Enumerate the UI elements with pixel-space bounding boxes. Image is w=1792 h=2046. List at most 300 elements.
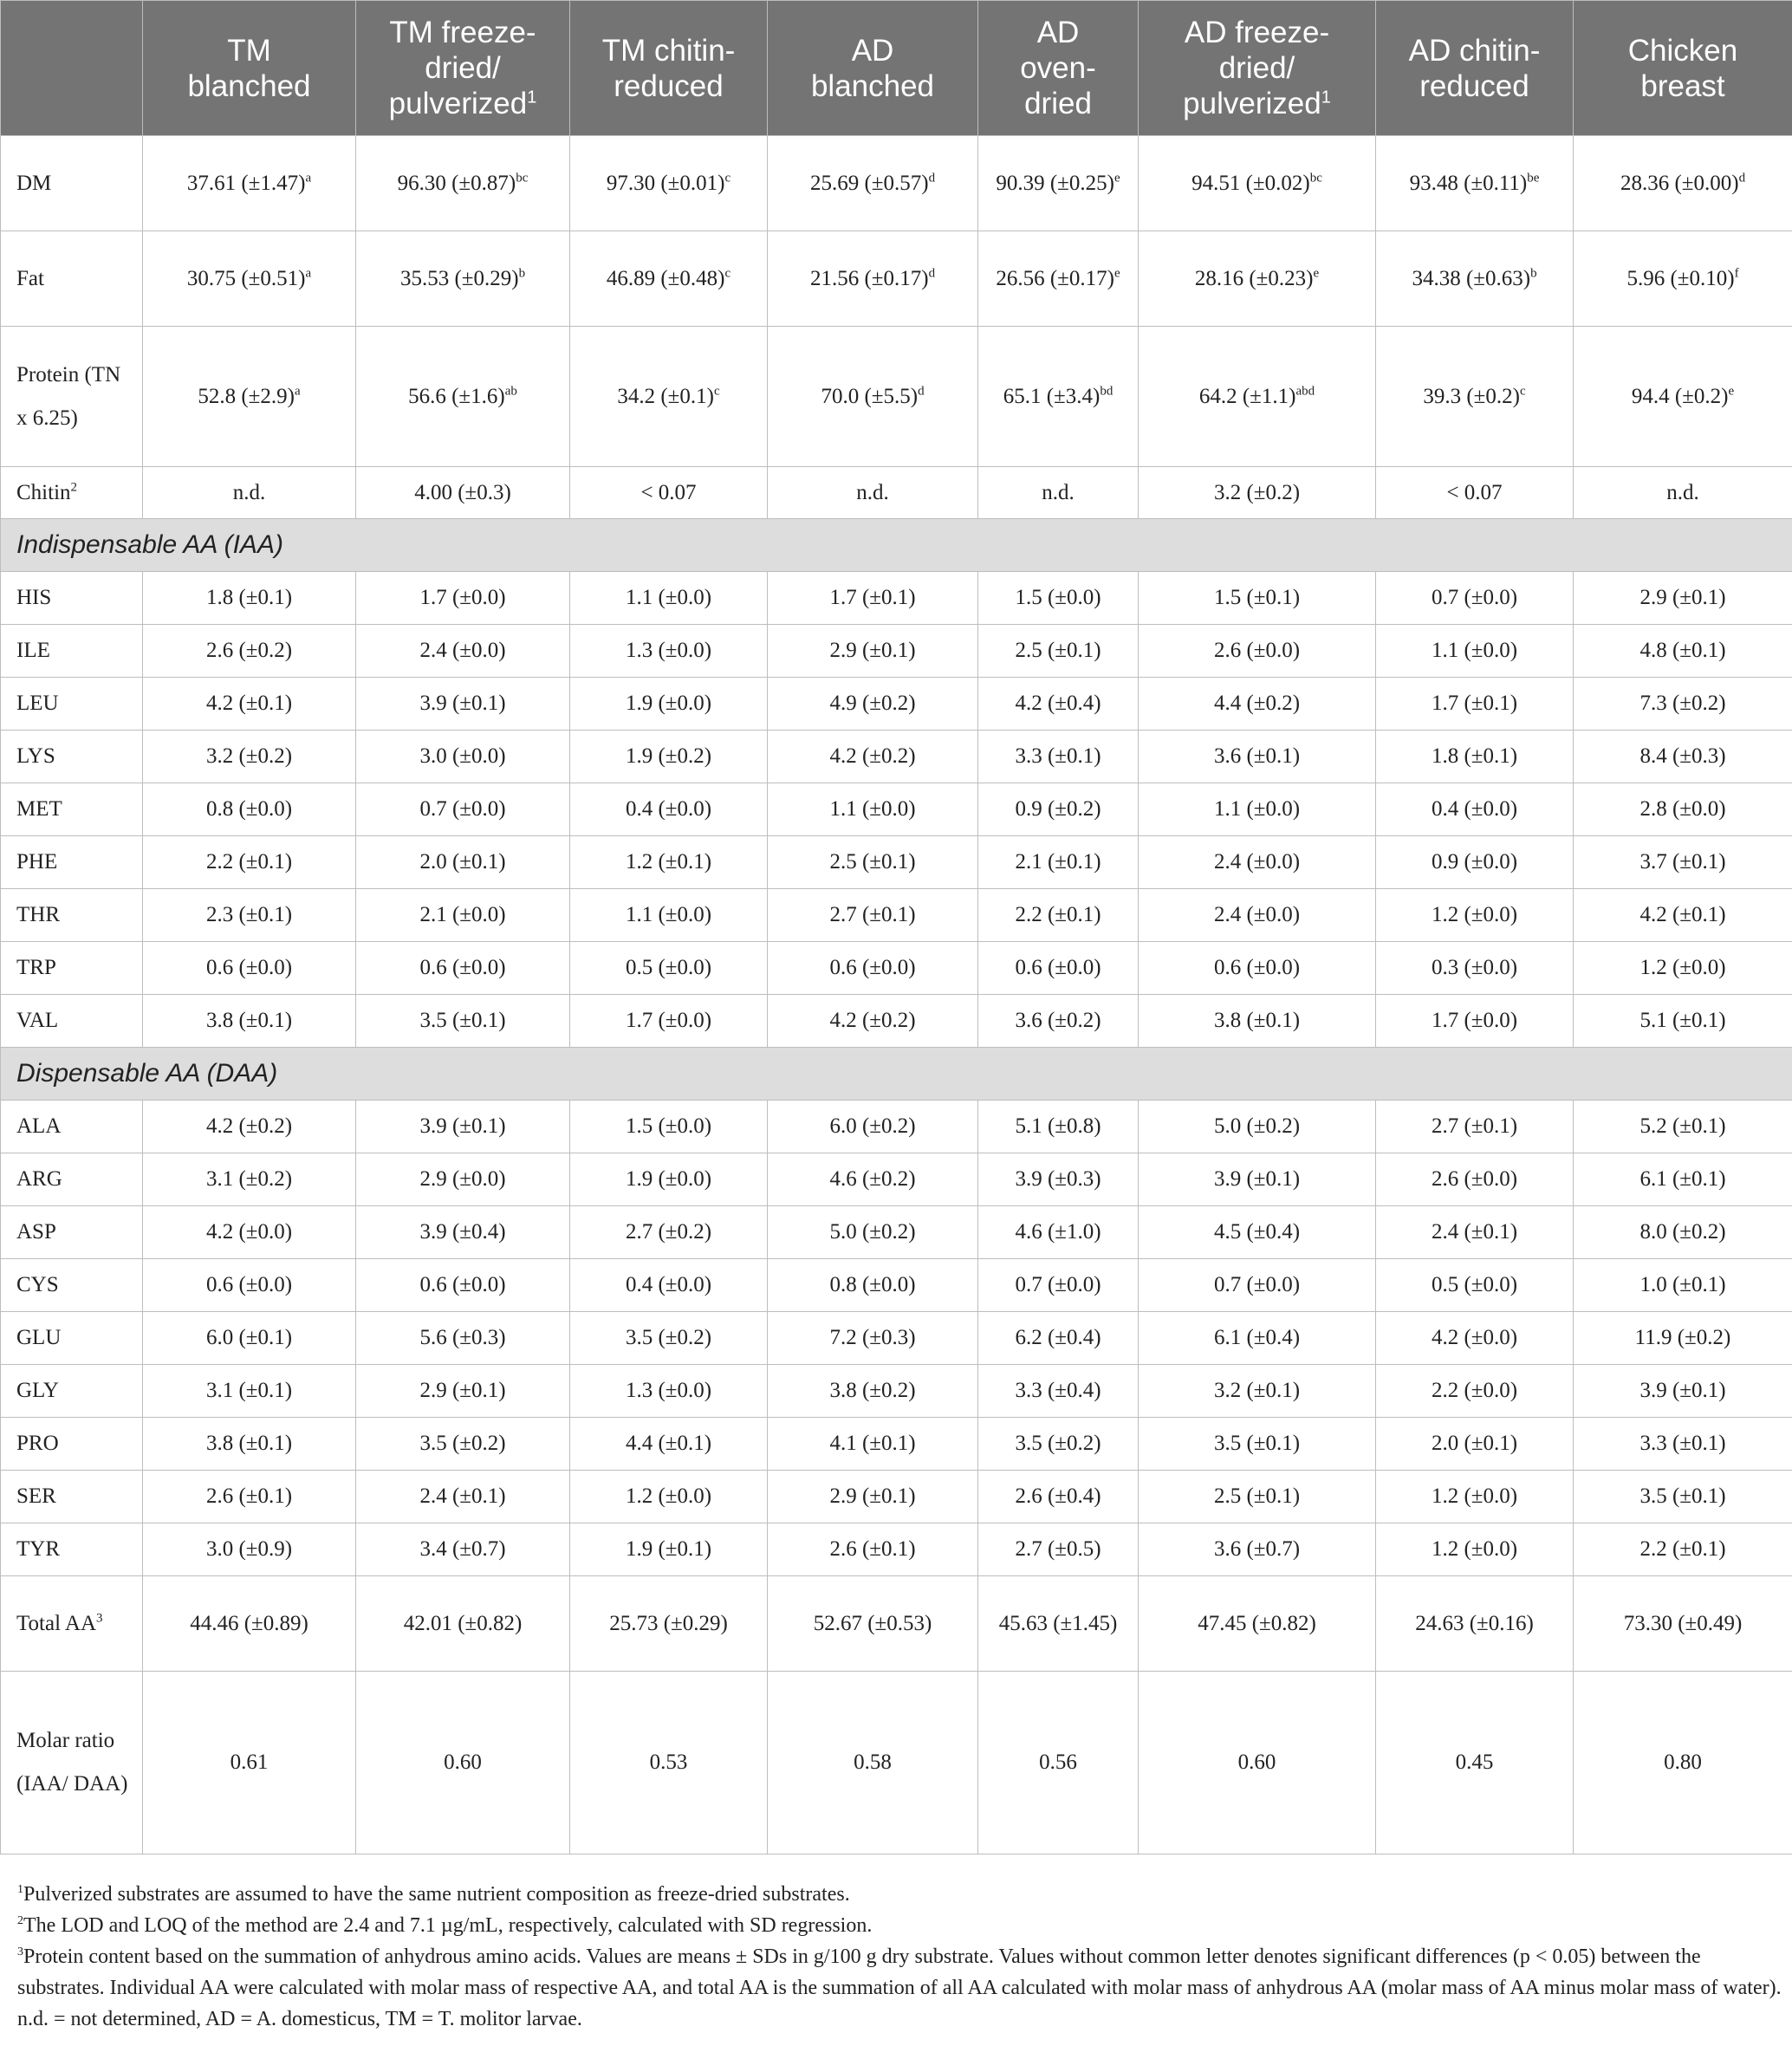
table-cell: 4.6 (±0.2) xyxy=(768,1153,978,1206)
table-cell: 8.4 (±0.3) xyxy=(1574,731,1792,783)
row-label: DM xyxy=(1,136,143,231)
significance-letter: f xyxy=(1734,266,1739,281)
table-cell: 37.61 $(\pm 1.47)^a$ xyxy=(143,136,356,231)
table-cell: 0.80 xyxy=(1574,1672,1792,1854)
table-cell: 2.9 (±0.1) xyxy=(1574,572,1792,625)
row-label: ASP xyxy=(1,1206,143,1259)
column-header-line: pulverized xyxy=(1183,87,1321,120)
table-cell: 3.9 (±0.3) xyxy=(978,1153,1139,1206)
table-cell: 2.4 (±0.0) xyxy=(1139,889,1376,942)
table-cell: 1.9 (±0.0) xyxy=(570,1153,768,1206)
table-cell: 0.7 (±0.0) xyxy=(1139,1259,1376,1312)
row-label: PHE xyxy=(1,836,143,889)
table-cell: 8.0 (±0.2) xyxy=(1574,1206,1792,1259)
significance-letter: bc xyxy=(1309,171,1322,185)
row-label: TYR xyxy=(1,1523,143,1576)
table-cell: 1.2 (±0.0) xyxy=(1376,1471,1574,1523)
table-cell: 0.4 (±0.0) xyxy=(570,1259,768,1312)
column-header-line: blanched xyxy=(187,68,311,103)
table-cell: 3.9 (±0.1) xyxy=(1139,1153,1376,1206)
table-cell: 0.45 xyxy=(1376,1672,1574,1854)
table-cell: 5.96 $(\pm 0.10)^f$ xyxy=(1574,231,1792,327)
row-label: HIS xyxy=(1,572,143,625)
table-cell: 2.7 (±0.2) xyxy=(570,1206,768,1259)
footnote-marker: 1 xyxy=(17,1883,23,1896)
table-cell: 3.9 (±0.1) xyxy=(356,678,570,731)
table-cell: 4.2 (±0.2) xyxy=(143,1101,356,1153)
table-cell: 2.8 (±0.0) xyxy=(1574,783,1792,836)
table-cell: 0.6 (±0.0) xyxy=(768,942,978,995)
table-cell: 0.60 xyxy=(1139,1672,1376,1854)
table-cell: 1.9 (±0.2) xyxy=(570,731,768,783)
table-cell: 7.3 (±0.2) xyxy=(1574,678,1792,731)
table-cell: 42.01 (±0.82) xyxy=(356,1576,570,1672)
table-cell: n.d. xyxy=(143,467,356,519)
table-cell: 3.0 (±0.0) xyxy=(356,731,570,783)
table-row xyxy=(1,783,1792,836)
column-header-line: pulverized xyxy=(388,87,528,120)
significance-letter: c xyxy=(713,384,720,399)
table-row xyxy=(1,625,1792,678)
table-cell: 2.4 (±0.1) xyxy=(1376,1206,1574,1259)
table-cell: 2.4 (±0.0) xyxy=(1139,836,1376,889)
table-cell: 3.1 (±0.1) xyxy=(143,1365,356,1418)
table-cell: 35.53 $(\pm 0.29)^b$ xyxy=(356,231,570,327)
table-cell: 0.5 (±0.0) xyxy=(570,942,768,995)
table-cell: 26.56 $(\pm 0.17)^e$ xyxy=(978,231,1139,327)
row-label: LYS xyxy=(1,731,143,783)
table-cell: 3.2 (±0.2) xyxy=(143,731,356,783)
footnote-marker: 1 xyxy=(1321,88,1331,107)
row-label: GLU xyxy=(1,1312,143,1365)
table-cell: 6.1 (±0.1) xyxy=(1574,1153,1792,1206)
table-row xyxy=(1,1312,1792,1365)
header-row xyxy=(1,1,1792,136)
table-row xyxy=(1,467,1792,519)
table-cell: 0.6 (±0.0) xyxy=(1139,942,1376,995)
table-cell: 34.2 $(\pm 0.1)^c$ xyxy=(570,327,768,467)
table-cell: 4.2 (±0.2) xyxy=(768,731,978,783)
table-row xyxy=(1,1523,1792,1576)
table-cell: 2.9 (±0.1) xyxy=(768,625,978,678)
table-cell: 4.4 (±0.2) xyxy=(1139,678,1376,731)
column-header xyxy=(1376,1,1574,136)
table-cell: 4.8 (±0.1) xyxy=(1574,625,1792,678)
table-cell: 4.6 (±1.0) xyxy=(978,1206,1139,1259)
table-cell: 3.5 (±0.2) xyxy=(356,1418,570,1471)
row-label: Total $AA^3$ xyxy=(1,1576,143,1672)
table-cell: < 0.07 xyxy=(570,467,768,519)
table-cell: 52.67 (±0.53) xyxy=(768,1576,978,1672)
table-footnotes xyxy=(17,1879,1785,2035)
table-row xyxy=(1,995,1792,1048)
table-cell: 0.5 (±0.0) xyxy=(1376,1259,1574,1312)
column-header-line: AD freeze- xyxy=(1184,16,1330,49)
table-cell: 1.8 (±0.1) xyxy=(143,572,356,625)
table-cell: 2.6 (±0.0) xyxy=(1376,1153,1574,1206)
significance-letter: b xyxy=(518,266,526,281)
section-label: Indispensable AA (IAA) xyxy=(1,519,1792,572)
table-cell: 3.5 (±0.2) xyxy=(978,1418,1139,1471)
table-cell: 4.1 (±0.1) xyxy=(768,1418,978,1471)
column-header-line: Chicken xyxy=(1627,33,1738,68)
table-cell: 1.1 (±0.0) xyxy=(570,889,768,942)
table-cell: 3.9 (±0.4) xyxy=(356,1206,570,1259)
table-cell: 3.3 (±0.4) xyxy=(978,1365,1139,1418)
table-cell: 1.1 (±0.0) xyxy=(1376,625,1574,678)
table-cell: 2.6 (±0.4) xyxy=(978,1471,1139,1523)
table-cell: 34.38 $(\pm 0.63)^b$ xyxy=(1376,231,1574,327)
significance-letter: c xyxy=(1519,384,1526,399)
table-cell: 0.7 (±0.0) xyxy=(978,1259,1139,1312)
section-row xyxy=(1,519,1792,572)
table-cell: 1.3 (±0.0) xyxy=(570,1365,768,1418)
row-label: Protein (TN x 6.25) xyxy=(1,327,143,467)
table-cell: 1.2 (±0.1) xyxy=(570,836,768,889)
table-cell: 1.1 (±0.0) xyxy=(1139,783,1376,836)
table-cell: 11.9 (±0.2) xyxy=(1574,1312,1792,1365)
table-cell: 2.4 (±0.1) xyxy=(356,1471,570,1523)
table-cell: 6.0 (±0.1) xyxy=(143,1312,356,1365)
significance-letter: a xyxy=(294,384,301,399)
table-cell: 2.9 (±0.1) xyxy=(356,1365,570,1418)
column-header-line: TM chitin- xyxy=(601,33,736,68)
table-cell: 1.7 (±0.0) xyxy=(1376,995,1574,1048)
row-label: LEU xyxy=(1,678,143,731)
table-cell: 4.2 (±0.0) xyxy=(1376,1312,1574,1365)
significance-letter: d xyxy=(918,384,925,399)
table-cell: 2.5 (±0.1) xyxy=(1139,1471,1376,1523)
table-cell: 2.2 (±0.1) xyxy=(978,889,1139,942)
table-cell: 2.4 (±0.0) xyxy=(356,625,570,678)
table-cell: 94.51 $(\pm 0.02)^{bc}$ xyxy=(1139,136,1376,231)
row-label: THR xyxy=(1,889,143,942)
row-label: TRP xyxy=(1,942,143,995)
column-header-line: AD chitin- xyxy=(1408,33,1541,68)
table-row xyxy=(1,1365,1792,1418)
table-cell: 0.58 xyxy=(768,1672,978,1854)
table-row xyxy=(1,731,1792,783)
significance-letter: c xyxy=(724,171,731,185)
table-cell: n.d. xyxy=(1574,467,1792,519)
table-cell: 1.7 (±0.1) xyxy=(1376,678,1574,731)
table-cell: 2.9 (±0.0) xyxy=(356,1153,570,1206)
table-row xyxy=(1,1153,1792,1206)
table-cell: 0.6 (±0.0) xyxy=(356,1259,570,1312)
table-cell: 2.0 (±0.1) xyxy=(356,836,570,889)
table-cell: 1.9 (±0.0) xyxy=(570,678,768,731)
table-cell: 3.8 (±0.1) xyxy=(1139,995,1376,1048)
table-row xyxy=(1,1672,1792,1854)
table-row xyxy=(1,136,1792,231)
header-stub xyxy=(1,1,143,136)
table-cell: 5.6 (±0.3) xyxy=(356,1312,570,1365)
table-cell: 3.4 (±0.7) xyxy=(356,1523,570,1576)
table-cell: 3.8 (±0.1) xyxy=(143,995,356,1048)
footnote-marker: 2 xyxy=(17,1914,23,1927)
table-cell: 2.1 (±0.0) xyxy=(356,889,570,942)
row-label: ILE xyxy=(1,625,143,678)
significance-letter: abd xyxy=(1295,384,1315,399)
table-cell: 2.2 (±0.0) xyxy=(1376,1365,1574,1418)
table-cell: 73.30 (±0.49) xyxy=(1574,1576,1792,1672)
row-label: GLY xyxy=(1,1365,143,1418)
row-label: CYS xyxy=(1,1259,143,1312)
table-cell: 0.9 (±0.2) xyxy=(978,783,1139,836)
table-cell: 1.8 (±0.1) xyxy=(1376,731,1574,783)
table-cell: 0.61 xyxy=(143,1672,356,1854)
significance-letter: a xyxy=(305,171,312,185)
table-cell: 6.2 (±0.4) xyxy=(978,1312,1139,1365)
table-cell: 28.36 $(\pm 0.00)^d$ xyxy=(1574,136,1792,231)
column-header xyxy=(570,1,768,136)
table-cell: 3.2 (±0.1) xyxy=(1139,1365,1376,1418)
table-cell: 0.8 (±0.0) xyxy=(143,783,356,836)
footnote-marker: 3 xyxy=(17,1945,23,1958)
table-cell: 3.8 (±0.2) xyxy=(768,1365,978,1418)
footnote: $^2$The LOD and LOQ of the method are 2.4 and 7.1 µg/mL, respectively, calculated with SD regression. xyxy=(17,1914,873,1937)
footnote-marker: 1 xyxy=(527,88,537,107)
table-cell: 21.56 $(\pm 0.17)^d$ xyxy=(768,231,978,327)
table-row xyxy=(1,889,1792,942)
table-cell: 3.6 (±0.7) xyxy=(1139,1523,1376,1576)
table-cell: 96.30 $(\pm 0.87)^{bc}$ xyxy=(356,136,570,231)
footnote: $^3$Protein content based on the summation of anhydrous amino acids. Values are means ± SDs in g/100 g dry substrate. Values without common letter denotes significant differences (p < 0.05) between the substrates. Individual AA were calculated with molar mass of respective AA, and total AA is the summation of all AA calculated with molar mass of anhydrous AA (molar mass of AA minus molar mass of water). n.d. = not determined, AD = A. domesticus, TM = T. molitor larvae. xyxy=(17,1945,1782,2030)
row-label: PRO xyxy=(1,1418,143,1471)
table-cell: 30.75 $(\pm 0.51)^a$ xyxy=(143,231,356,327)
table-cell: 1.7 (±0.0) xyxy=(570,995,768,1048)
table-row xyxy=(1,1259,1792,1312)
table-cell: 4.4 (±0.1) xyxy=(570,1418,768,1471)
significance-letter: d xyxy=(928,266,936,281)
table-cell: 0.56 xyxy=(978,1672,1139,1854)
table-cell: 0.6 (±0.0) xyxy=(356,942,570,995)
column-header-line: oven- xyxy=(1020,51,1096,85)
column-header xyxy=(978,1,1139,136)
column-header-line: dried/ xyxy=(425,51,501,85)
row-label: VAL xyxy=(1,995,143,1048)
table-cell: 3.6 (±0.2) xyxy=(978,995,1139,1048)
table-cell: 0.7 (±0.0) xyxy=(356,783,570,836)
significance-letter: b xyxy=(1530,266,1537,281)
table-cell: 3.8 (±0.1) xyxy=(143,1418,356,1471)
table-row xyxy=(1,1471,1792,1523)
table-cell: 4.2 (±0.2) xyxy=(768,995,978,1048)
table-row xyxy=(1,942,1792,995)
table-cell: 2.6 (±0.0) xyxy=(1139,625,1376,678)
table-cell: 5.0 (±0.2) xyxy=(768,1206,978,1259)
table-cell: 3.2 (±0.2) xyxy=(1139,467,1376,519)
table-cell: 70.0 $(\pm 5.5)^d$ xyxy=(768,327,978,467)
table-cell: 2.6 (±0.1) xyxy=(143,1471,356,1523)
significance-letter: e xyxy=(1728,384,1735,399)
section-row xyxy=(1,1048,1792,1101)
table-cell: 47.45 (±0.82) xyxy=(1139,1576,1376,1672)
table-row xyxy=(1,231,1792,327)
table-cell: 5.1 (±0.1) xyxy=(1574,995,1792,1048)
table-cell: 24.63 (±0.16) xyxy=(1376,1576,1574,1672)
table-cell: 39.3 $(\pm 0.2)^c$ xyxy=(1376,327,1574,467)
table-cell: n.d. xyxy=(768,467,978,519)
table-cell: 1.1 (±0.0) xyxy=(570,572,768,625)
column-header-line: AD xyxy=(1036,16,1080,49)
table-row xyxy=(1,327,1792,467)
footnote: $^1$Pulverized substrates are assumed to have the same nutrient composition as freeze-dried substrates. xyxy=(17,1883,850,1906)
table-cell: 1.3 (±0.0) xyxy=(570,625,768,678)
table-row xyxy=(1,678,1792,731)
table-cell: 94.4 $(\pm 0.2)^e$ xyxy=(1574,327,1792,467)
column-header-line: TM freeze- xyxy=(389,16,536,49)
table-row xyxy=(1,572,1792,625)
significance-letter: e xyxy=(1114,171,1120,185)
row-label: Molar ratio (IAA/ DAA) xyxy=(1,1672,143,1854)
table-cell: 2.5 (±0.1) xyxy=(978,625,1139,678)
table-cell: < 0.07 xyxy=(1376,467,1574,519)
table-cell: 1.2 (±0.0) xyxy=(1376,889,1574,942)
table-cell: 3.9 (±0.1) xyxy=(356,1101,570,1153)
table-cell: 2.9 (±0.1) xyxy=(768,1471,978,1523)
column-header-line: reduced xyxy=(1419,68,1529,103)
table-cell: 3.3 (±0.1) xyxy=(978,731,1139,783)
table-cell: 65.1 $(\pm 3.4)^{bd}$ xyxy=(978,327,1139,467)
significance-letter: a xyxy=(305,266,312,281)
table-cell: 1.5 (±0.0) xyxy=(978,572,1139,625)
table-cell: 0.4 (±0.0) xyxy=(570,783,768,836)
table-cell: 3.5 (±0.1) xyxy=(1574,1471,1792,1523)
table-row xyxy=(1,836,1792,889)
significance-letter: d xyxy=(1738,171,1746,185)
table-cell: n.d. xyxy=(978,467,1139,519)
table-cell: 0.6 (±0.0) xyxy=(143,942,356,995)
table-row xyxy=(1,1418,1792,1471)
table-cell: 64.2 $(\pm 1.1)^{abd}$ xyxy=(1139,327,1376,467)
table-cell: 5.0 (±0.2) xyxy=(1139,1101,1376,1153)
footnote-marker: 2 xyxy=(70,480,78,495)
column-header xyxy=(356,1,570,136)
table-row xyxy=(1,1576,1792,1672)
table-cell: 2.2 (±0.1) xyxy=(143,836,356,889)
column-header-line: reduced xyxy=(614,68,724,103)
table-cell: 4.9 (±0.2) xyxy=(768,678,978,731)
table-row xyxy=(1,1206,1792,1259)
column-header-line: dried/ xyxy=(1218,51,1295,85)
row-label: SER xyxy=(1,1471,143,1523)
table-cell: 0.6 (±0.0) xyxy=(143,1259,356,1312)
column-header-line: dried xyxy=(1024,87,1092,120)
table-cell: 25.73 (±0.29) xyxy=(570,1576,768,1672)
table-cell: 44.46 (±0.89) xyxy=(143,1576,356,1672)
column-header-line: blanched xyxy=(810,68,935,103)
column-header-line: AD xyxy=(851,33,894,68)
table-cell: 1.0 (±0.1) xyxy=(1574,1259,1792,1312)
table-cell: 0.7 (±0.0) xyxy=(1376,572,1574,625)
table-cell: 1.1 (±0.0) xyxy=(768,783,978,836)
table-cell: 52.8 $(\pm 2.9)^a$ xyxy=(143,327,356,467)
column-header xyxy=(143,1,356,136)
significance-letter: c xyxy=(724,266,731,281)
table-cell: 2.0 (±0.1) xyxy=(1376,1418,1574,1471)
table-cell: 25.69 $(\pm 0.57)^d$ xyxy=(768,136,978,231)
table-cell: 6.1 (±0.4) xyxy=(1139,1312,1376,1365)
footnote-marker: 3 xyxy=(96,1611,103,1626)
table-cell: 2.3 (±0.1) xyxy=(143,889,356,942)
table-cell: 93.48 $(\pm 0.11)^{be}$ xyxy=(1376,136,1574,231)
table-cell: 28.16 $(\pm 0.23)^e$ xyxy=(1139,231,1376,327)
table-cell: 1.7 (±0.0) xyxy=(356,572,570,625)
table-cell: 0.9 (±0.0) xyxy=(1376,836,1574,889)
table-cell: 1.9 (±0.1) xyxy=(570,1523,768,1576)
table-cell: 0.4 (±0.0) xyxy=(1376,783,1574,836)
table-cell: 2.7 (±0.5) xyxy=(978,1523,1139,1576)
row-label: Fat xyxy=(1,231,143,327)
table-cell: 1.2 (±0.0) xyxy=(1574,942,1792,995)
table-cell: 4.5 (±0.4) xyxy=(1139,1206,1376,1259)
table-cell: 4.2 (±0.0) xyxy=(143,1206,356,1259)
table-cell: 46.89 $(\pm 0.48)^c$ xyxy=(570,231,768,327)
table-cell: 3.6 (±0.1) xyxy=(1139,731,1376,783)
column-header-line: breast xyxy=(1640,68,1725,103)
table-cell: 90.39 $(\pm 0.25)^e$ xyxy=(978,136,1139,231)
significance-letter: bd xyxy=(1100,384,1114,399)
table-cell: 0.60 xyxy=(356,1672,570,1854)
row-label: MET xyxy=(1,783,143,836)
table-cell: 3.1 (±0.2) xyxy=(143,1153,356,1206)
table-cell: 97.30 $(\pm 0.01)^c$ xyxy=(570,136,768,231)
table-cell: 1.2 (±0.0) xyxy=(570,1471,768,1523)
significance-letter: e xyxy=(1114,266,1120,281)
table-cell: 2.5 (±0.1) xyxy=(768,836,978,889)
column-header xyxy=(1574,1,1792,136)
table-cell: 5.1 (±0.8) xyxy=(978,1101,1139,1153)
table-cell: 2.7 (±0.1) xyxy=(1376,1101,1574,1153)
table-cell: 45.63 (±1.45) xyxy=(978,1576,1139,1672)
table-cell: 4.00 (±0.3) xyxy=(356,467,570,519)
table-cell: 1.5 (±0.0) xyxy=(570,1101,768,1153)
table-cell: 3.7 (±0.1) xyxy=(1574,836,1792,889)
table-cell: 2.2 (±0.1) xyxy=(1574,1523,1792,1576)
table-cell: 0.3 (±0.0) xyxy=(1376,942,1574,995)
table-cell: 1.7 (±0.1) xyxy=(768,572,978,625)
table-cell: 5.2 (±0.1) xyxy=(1574,1101,1792,1153)
table-cell: 4.2 (±0.1) xyxy=(1574,889,1792,942)
table-cell: 4.2 (±0.4) xyxy=(978,678,1139,731)
column-header xyxy=(1139,1,1376,136)
table-cell: 3.9 (±0.1) xyxy=(1574,1365,1792,1418)
table-cell: 56.6 $(\pm 1.6)^{ab}$ xyxy=(356,327,570,467)
table-cell: 0.53 xyxy=(570,1672,768,1854)
row-label: Chitin$^2$ xyxy=(1,467,143,519)
table-cell: 1.5 (±0.1) xyxy=(1139,572,1376,625)
significance-letter: d xyxy=(928,171,936,185)
table-cell: 3.5 (±0.2) xyxy=(570,1312,768,1365)
table-row xyxy=(1,1101,1792,1153)
table-cell: 3.5 (±0.1) xyxy=(1139,1418,1376,1471)
table-cell: 7.2 (±0.3) xyxy=(768,1312,978,1365)
table-cell: 0.6 (±0.0) xyxy=(978,942,1139,995)
table-cell: 0.8 (±0.0) xyxy=(768,1259,978,1312)
table-cell: 1.2 (±0.0) xyxy=(1376,1523,1574,1576)
table-cell: 6.0 (±0.2) xyxy=(768,1101,978,1153)
column-header-line: TM xyxy=(227,33,271,68)
section-label: Dispensable AA (DAA) xyxy=(1,1048,1792,1101)
significance-letter: ab xyxy=(504,384,517,399)
column-header xyxy=(768,1,978,136)
significance-letter: bc xyxy=(516,171,529,185)
table-cell: 4.2 (±0.1) xyxy=(143,678,356,731)
significance-letter: be xyxy=(1527,171,1540,185)
table-cell: 3.0 (±0.9) xyxy=(143,1523,356,1576)
table-cell: 2.1 (±0.1) xyxy=(978,836,1139,889)
